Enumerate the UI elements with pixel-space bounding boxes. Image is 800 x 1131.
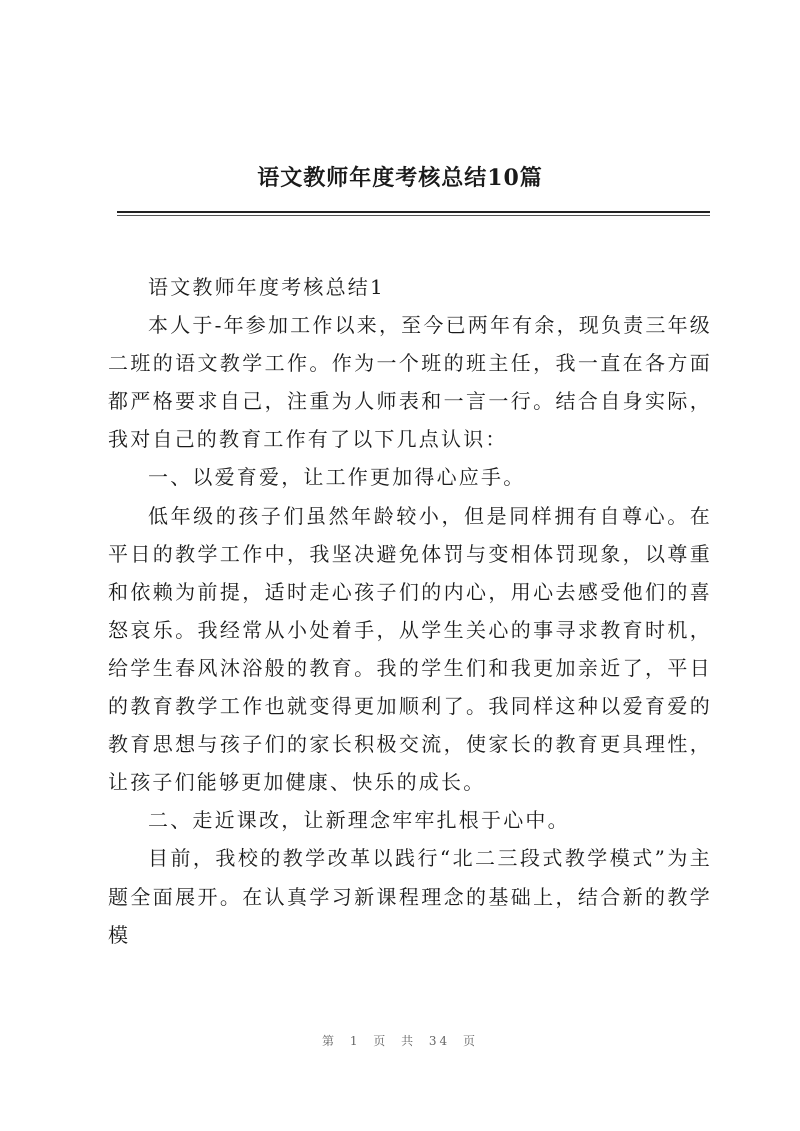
paragraph: 低年级的孩子们虽然年龄较小，但是同样拥有自尊心。在平日的教学工作中，我坚决避免体罚与变相体罚现象，以尊重和依赖为前提，适时走心孩子们的内心，用心去感受他们的喜怒哀乐。我经常从小处着手，从学生关心的事寻求教育时机，给学生春风沐浴般的教育。我的学生们和我更加亲近了，平日的教育教学工作也就变得更加顺利了。我同样这种以爱育爱的教育思想与孩子们的家长积极交流，使家长的教育更具理性，让孩子们能够更加健康、快乐的成长。 [108,503,712,795]
document-title: 语文教师年度考核总结10篇 [257,165,543,191]
paragraph: 目前，我校的教学改革以践行“北二三段式教学模式”为主题全面展开。在认真学习新课程理念的基础上，结合新的教学模 [108,846,712,947]
sub-heading: 二、走近课改，让新理念牢牢扎根于心中。 [148,808,570,833]
paragraph: 本人于-年参加工作以来，至今已两年有余，现负责三年级二班的语文教学工作。作为一个班的班主任，我一直在各方面都严格要求自己，注重为人师表和一言一行。结合自身实际，我对自己的教育工作有了以下几点认识： [108,313,712,452]
section-heading: 语文教师年度考核总结1 [148,275,385,299]
document-body [108,268,712,954]
sub-heading: 一、以爱育爱，让工作更加得心应手。 [148,465,526,490]
title-underline-thin [117,215,710,216]
title-underline [117,211,710,213]
page-footer: 第 1 页 共 34 页 [322,1034,478,1048]
